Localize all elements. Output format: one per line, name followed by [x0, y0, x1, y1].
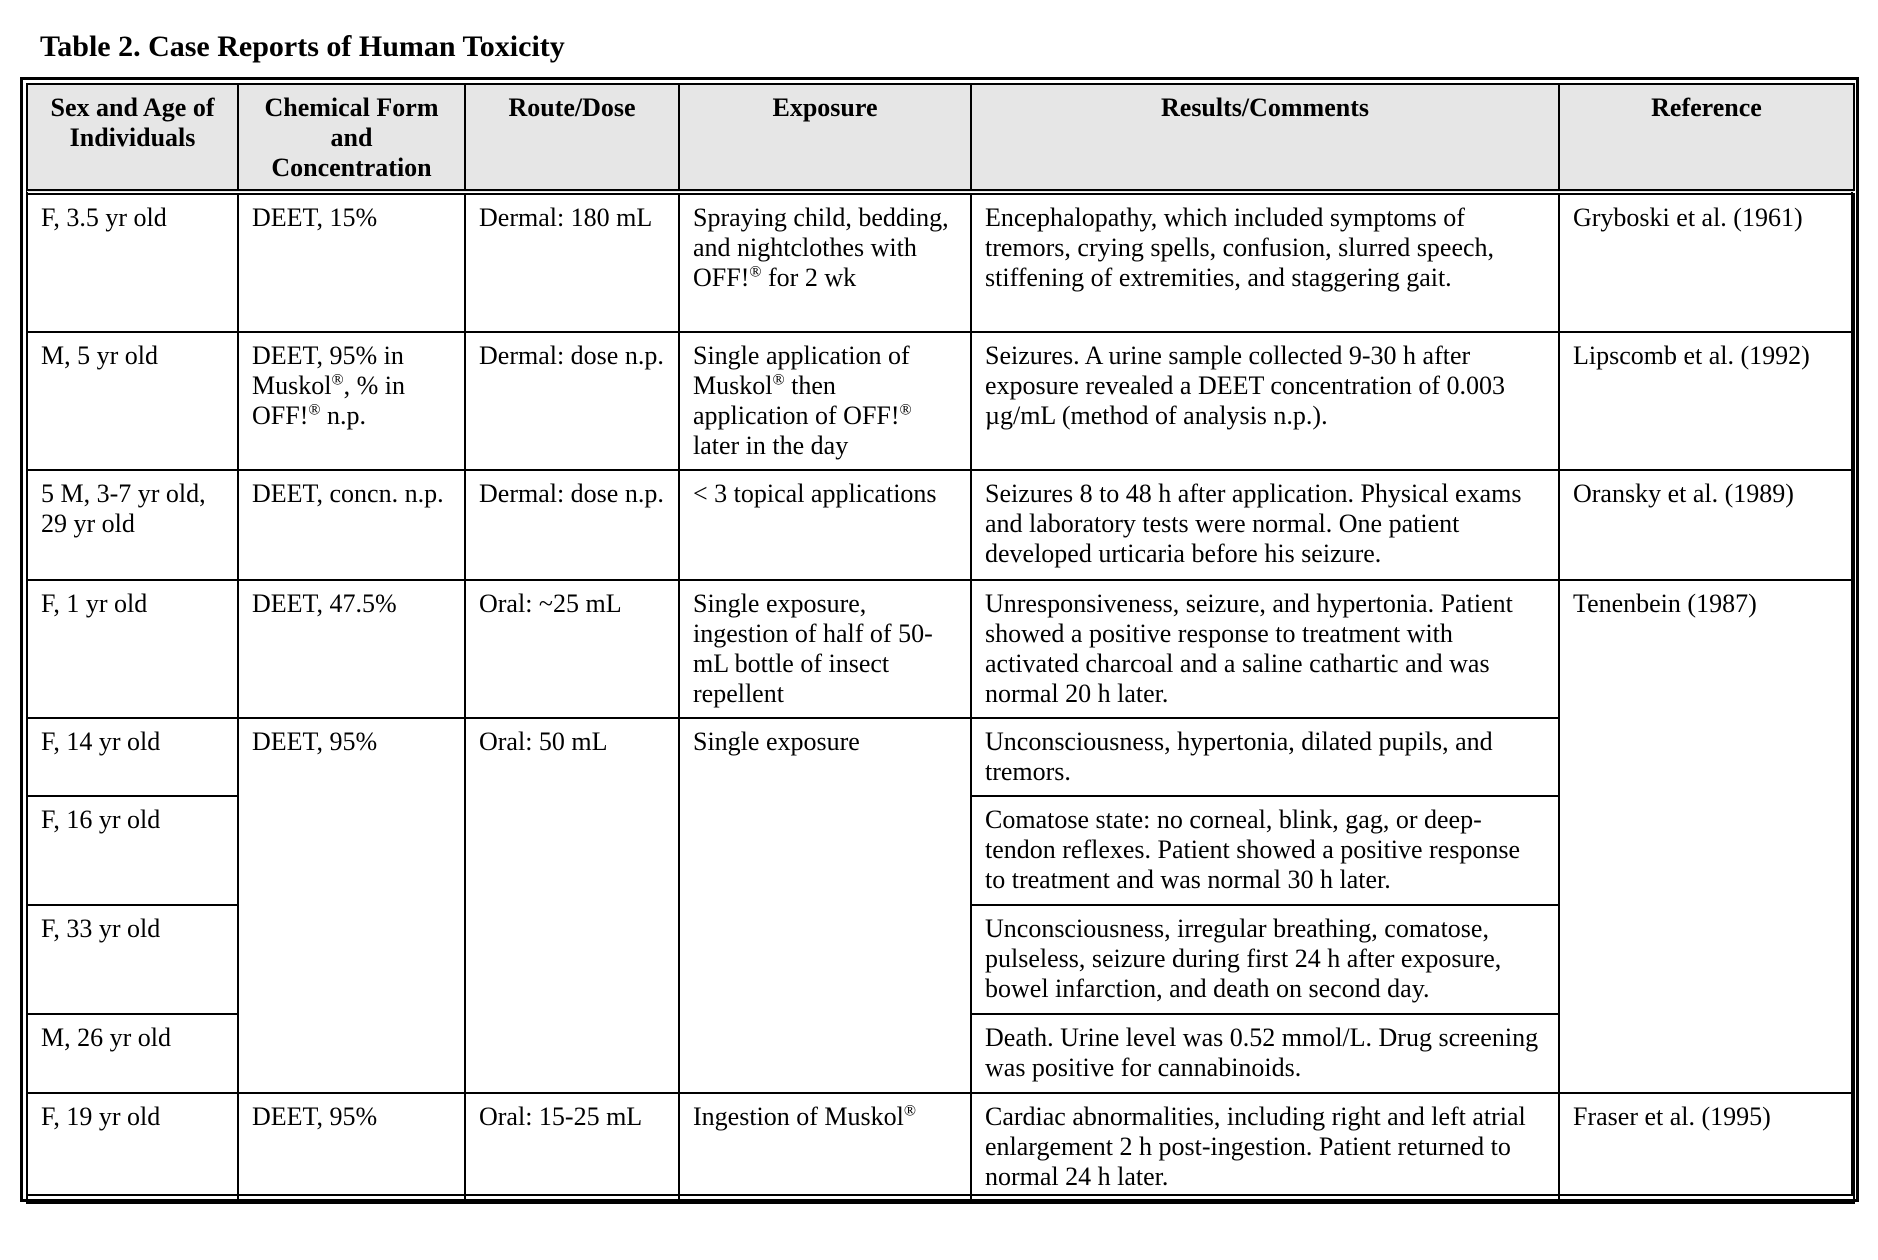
cell-route-dose: Oral: 50 mL: [465, 718, 679, 1093]
cell-reference: Fraser et al. (1995): [1559, 1093, 1854, 1203]
cell-results-comments: Unconsciousness, hypertonia, dilated pupils, and tremors.: [971, 718, 1559, 796]
cell-chemical-form: DEET, 15%: [238, 192, 465, 332]
cell-reference: Oransky et al. (1989): [1559, 470, 1854, 580]
cell-chemical-form: DEET, 47.5%: [238, 580, 465, 718]
cell-results-comments: Unconsciousness, irregular breathing, comatose, pulseless, seizure during first 24 h after exposure, bowel infarction, and death on second day.: [971, 905, 1559, 1014]
cell-route-dose: Dermal: dose n.p.: [465, 470, 679, 580]
cell-sex-age: F, 16 yr old: [27, 796, 238, 905]
cell-sex-age: F, 19 yr old: [27, 1093, 238, 1203]
registered-mark: ®: [749, 263, 762, 281]
exposure-text: Single application of Muskol: [693, 341, 910, 400]
registered-mark: ®: [331, 371, 344, 389]
cell-results-comments: Cardiac abnormalities, including right and left atrial enlargement 2 h post-ingestion. Patient returned to normal 24 h later.: [971, 1093, 1559, 1203]
cell-results-comments: Unresponsiveness, seizure, and hypertonia. Patient showed a positive response to treatment with activated charcoal and a saline cathartic and was normal 20 h later.: [971, 580, 1559, 718]
cell-sex-age: F, 33 yr old: [27, 905, 238, 1014]
exposure-text-cont: for 2 wk: [761, 263, 857, 292]
table-row: [27, 332, 1854, 470]
cell-route-dose: Dermal: dose n.p.: [465, 332, 679, 470]
cell-reference: Tenenbein (1987): [1559, 580, 1854, 1093]
header-route-dose: Route/Dose: [465, 84, 679, 192]
toxicity-case-table: [26, 83, 1855, 1204]
cell-reference: Gryboski et al. (1961): [1559, 192, 1854, 332]
header-exposure: Exposure: [679, 84, 971, 192]
table-row: [27, 580, 1854, 718]
cell-chemical-form: DEET, 95%: [238, 1093, 465, 1203]
registered-mark: ®: [899, 401, 912, 419]
header-results-comments: Results/Comments: [971, 84, 1559, 192]
chemical-text: DEET, 95% in Muskol: [252, 341, 404, 400]
chemical-text-end: n.p.: [320, 401, 367, 430]
table-header-row: [27, 84, 1854, 192]
cell-exposure: [679, 332, 971, 470]
table-row: [27, 1093, 1854, 1203]
exposure-text-end: later in the day: [693, 431, 849, 460]
registered-mark: ®: [772, 371, 785, 389]
registered-mark: ®: [903, 1102, 917, 1120]
cell-chemical-form: DEET, 95%: [238, 718, 465, 1093]
table-row: [27, 470, 1854, 580]
cell-route-dose: Oral: ~25 mL: [465, 580, 679, 718]
cell-sex-age: M, 5 yr old: [27, 332, 238, 470]
cell-exposure: [679, 1093, 971, 1203]
header-sex-age: Sex and Age of Individuals: [27, 84, 238, 192]
registered-mark: ®: [308, 401, 321, 419]
cell-sex-age: 5 M, 3-7 yr old, 29 yr old: [27, 470, 238, 580]
cell-route-dose: Dermal: 180 mL: [465, 192, 679, 332]
cell-sex-age: F, 14 yr old: [27, 718, 238, 796]
cell-sex-age: F, 1 yr old: [27, 580, 238, 718]
exposure-text: Ingestion of Muskol: [693, 1102, 904, 1131]
cell-exposure: Single exposure, ingestion of half of 50-mL bottle of insect repellent: [679, 580, 971, 718]
cell-sex-age: M, 26 yr old: [27, 1014, 238, 1093]
header-reference: Reference: [1559, 84, 1854, 192]
cell-exposure: < 3 topical applications: [679, 470, 971, 580]
cell-results-comments: Seizures 8 to 48 h after application. Physical exams and laboratory tests were normal. One patient developed urticaria before his seizure.: [971, 470, 1559, 580]
cell-route-dose: Oral: 15-25 mL: [465, 1093, 679, 1203]
cell-sex-age: F, 3.5 yr old: [27, 192, 238, 332]
cell-chemical-form: DEET, concn. n.p.: [238, 470, 465, 580]
cell-results-comments: Encephalopathy, which included symptoms of tremors, crying spells, confusion, slurred speech, stiffening of extremities, and staggering gait.: [971, 192, 1559, 332]
table-row: [27, 192, 1854, 332]
cell-results-comments: Comatose state: no corneal, blink, gag, or deep-tendon reflexes. Patient showed a positive response to treatment and was normal 30 h later.: [971, 796, 1559, 905]
cell-chemical-form: [238, 332, 465, 470]
exposure-text: Spraying child, bedding, and nightclothes with OFF!: [693, 203, 949, 292]
cell-exposure: Single exposure: [679, 718, 971, 1093]
chemical-text-cont: , % in OFF!: [252, 371, 406, 430]
exposure-text-cont: then application of OFF!: [693, 371, 900, 430]
cell-reference: Lipscomb et al. (1992): [1559, 332, 1854, 470]
cell-exposure: [679, 192, 971, 332]
cell-results-comments: Death. Urine level was 0.52 mmol/L. Drug screening was positive for cannabinoids.: [971, 1014, 1559, 1093]
header-chemical-form: Chemical Form and Concentration: [238, 84, 465, 192]
cell-results-comments: Seizures. A urine sample collected 9-30 h after exposure revealed a DEET concentration of 0.003 µg/mL (method of analysis n.p.).: [971, 332, 1559, 470]
table-title: Table 2. Case Reports of Human Toxicity: [40, 30, 565, 63]
